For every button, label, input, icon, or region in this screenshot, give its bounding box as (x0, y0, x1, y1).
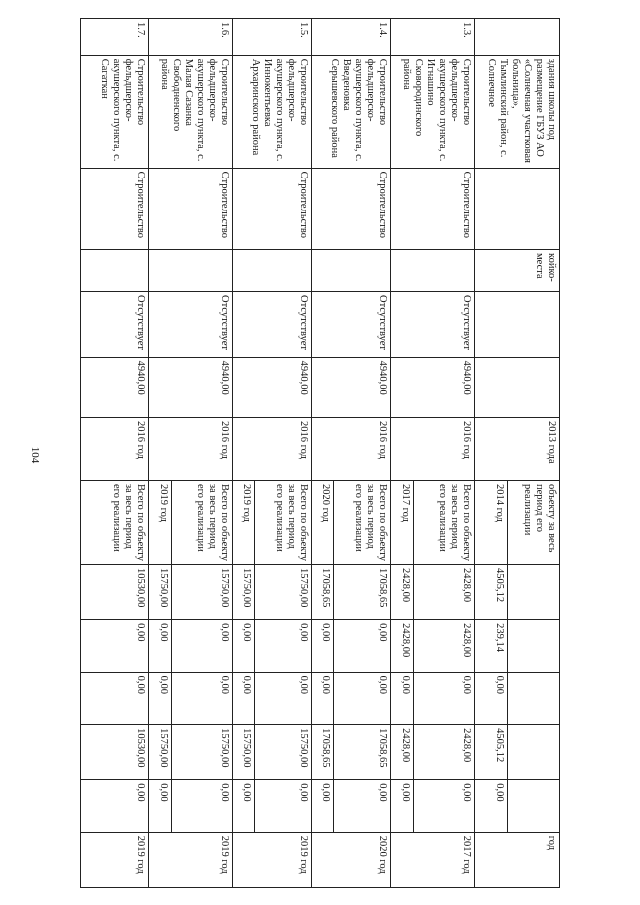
cell-total: 4505,12 (475, 565, 508, 620)
cell-period-total: Всего по объекту за весь период его реализации (255, 481, 312, 565)
cell-oth: 0,00 (312, 780, 334, 833)
cell-type: Строительство (148, 168, 233, 249)
cell-unit (81, 250, 149, 292)
cell-reg: 0,00 (148, 672, 172, 725)
cell-cost: 4940,00 (148, 357, 233, 417)
cell-num: 1.4. (312, 19, 391, 56)
cell-start-year: 2013 года (475, 418, 560, 481)
cell-oth: 0,00 (148, 780, 172, 833)
cell-finish: 2020 год (312, 832, 391, 887)
cell-total: 10530,00 (81, 565, 149, 620)
cell-period-total: Всего по объекту за весь период его реализации (334, 481, 391, 565)
cell-period-total: Всего по объекту за весь период его реализации (81, 481, 149, 565)
cell-type: Строительство (312, 168, 391, 249)
cell-fed: 0,00 (233, 620, 255, 673)
cell-loc: 15750,00 (172, 725, 233, 780)
cell-type: Строительство (390, 168, 475, 249)
cell-loc: 10530,00 (81, 725, 149, 780)
cell-finish: 2019 год (148, 832, 233, 887)
cell-loc: 15750,00 (148, 725, 172, 780)
table-row (81, 19, 149, 888)
cell-loc: 15750,00 (233, 725, 255, 780)
cell-num: 1.6. (148, 19, 233, 56)
cell-num: 1.3. (390, 19, 475, 56)
cell-oth: 0,00 (334, 780, 391, 833)
cell-finish: год (475, 832, 560, 887)
cell-unit: койко-места (475, 250, 560, 292)
cell-oth: 0,00 (81, 780, 149, 833)
rotated-table-wrapper (80, 18, 560, 888)
cell-fed (508, 620, 560, 673)
cell-fed: 0,00 (255, 620, 312, 673)
cell-capacity: Отсутствует (148, 292, 233, 358)
cell-finish: 2019 год (233, 832, 312, 887)
cell-total: 17058,65 (312, 565, 334, 620)
table-row (334, 19, 391, 888)
cell-oth: 0,00 (414, 780, 475, 833)
cell-start-year: 2016 год (312, 418, 391, 481)
cell-reg: 0,00 (414, 672, 475, 725)
cell-total: 15750,00 (172, 565, 233, 620)
cell-capacity: Отсутствует (81, 292, 149, 358)
cell-cost: 4940,00 (312, 357, 391, 417)
cell-fed: 0,00 (172, 620, 233, 673)
cell-total: 15750,00 (255, 565, 312, 620)
cell-reg: 0,00 (255, 672, 312, 725)
table-row (172, 19, 233, 888)
cell-fed: 0,00 (81, 620, 149, 673)
cell-unit (312, 250, 391, 292)
cell-period-total: Всего по объекту за весь период его реализации (172, 481, 233, 565)
cell-fed: 0,00 (148, 620, 172, 673)
cell-fed: 0,00 (312, 620, 334, 673)
cell-capacity: Отсутствует (233, 292, 312, 358)
cell-period-year: 2014 год (475, 481, 508, 565)
cell-name: Строительство фельдшерско-акушерского пункта, с. Сагаткан (81, 55, 149, 168)
cell-period-total: Всего по объекту за весь период его реализации (414, 481, 475, 565)
cell-unit (390, 250, 475, 292)
cell-num: 1.7. (81, 19, 149, 56)
cell-start-year: 2016 год (81, 418, 149, 481)
cell-fed: 0,00 (334, 620, 391, 673)
cell-loc: 2428,00 (390, 725, 414, 780)
cell-oth: 0,00 (172, 780, 233, 833)
cell-type (475, 168, 560, 249)
cell-total (508, 565, 560, 620)
cell-type: Строительство (81, 168, 149, 249)
cell-reg: 0,00 (312, 672, 334, 725)
cell-cost: 4940,00 (233, 357, 312, 417)
cell-start-year: 2016 год (233, 418, 312, 481)
cell-period-total: объекту за весь период его реализации (508, 481, 560, 565)
cell-num (475, 19, 560, 56)
cell-name: Строительство фельдшерско-акушерского пункта, с. Введеновка Серышевского района (312, 55, 391, 168)
cell-loc: 4505,12 (475, 725, 508, 780)
cell-oth: 0,00 (390, 780, 414, 833)
cell-reg: 0,00 (334, 672, 391, 725)
cell-finish: 2019 год (81, 832, 149, 887)
cell-unit (233, 250, 312, 292)
cell-total: 15750,00 (148, 565, 172, 620)
cell-reg: 0,00 (81, 672, 149, 725)
cell-period-year: 2017 год (390, 481, 414, 565)
cell-total: 17058,65 (334, 565, 391, 620)
cell-finish: 2017 год (390, 832, 475, 887)
cell-total: 2428,00 (414, 565, 475, 620)
table-row (508, 19, 560, 888)
table-row (414, 19, 475, 888)
table-row (255, 19, 312, 888)
cell-reg: 0,00 (233, 672, 255, 725)
cell-capacity: Отсутствует (390, 292, 475, 358)
cell-oth: 0,00 (233, 780, 255, 833)
cell-capacity: Отсутствует (312, 292, 391, 358)
cell-capacity (475, 292, 560, 358)
cell-oth: 0,00 (475, 780, 508, 833)
cell-fed: 2428,00 (390, 620, 414, 673)
cell-name: Строительство фельдшерско-акушерского пункта, с. Малая Сазанка Свободненского района (148, 55, 233, 168)
cell-period-year: 2019 год (233, 481, 255, 565)
cell-reg: 0,00 (475, 672, 508, 725)
cell-cost: 4940,00 (390, 357, 475, 417)
cell-loc (508, 725, 560, 780)
cell-oth (508, 780, 560, 833)
cell-num: 1.5. (233, 19, 312, 56)
cell-reg: 0,00 (390, 672, 414, 725)
cell-reg: 0,00 (172, 672, 233, 725)
cell-total: 15750,00 (233, 565, 255, 620)
cell-start-year: 2016 год (390, 418, 475, 481)
cell-loc: 2428,00 (414, 725, 475, 780)
cell-start-year: 2016 год (148, 418, 233, 481)
cell-loc: 17058,65 (334, 725, 391, 780)
page-number: 104 (29, 446, 41, 464)
cell-period-year: 2019 год (148, 481, 172, 565)
cell-fed: 2428,00 (414, 620, 475, 673)
cell-total: 2428,00 (390, 565, 414, 620)
cell-name: Строительство фельдшерско-акушерского пункта, с. Иннокентьевка Архаринского района (233, 55, 312, 168)
cell-reg (508, 672, 560, 725)
cell-loc: 17058,65 (312, 725, 334, 780)
cell-name: здания школы под размещение ГБУЗ АО «Солнечная участковая больница», Тымлинский район, с. Солнечное (475, 55, 560, 168)
cell-cost: 4940,00 (81, 357, 149, 417)
cell-oth: 0,00 (255, 780, 312, 833)
cell-name: Строительство фельдшерско-акушерского пункта, с. Игнашино Сковородинского района (390, 55, 475, 168)
cell-cost (475, 357, 560, 417)
cell-fed: 239,14 (475, 620, 508, 673)
cell-type: Строительство (233, 168, 312, 249)
investment-objects-table (80, 18, 560, 888)
cell-period-year: 2020 год (312, 481, 334, 565)
cell-unit (148, 250, 233, 292)
cell-loc: 15750,00 (255, 725, 312, 780)
